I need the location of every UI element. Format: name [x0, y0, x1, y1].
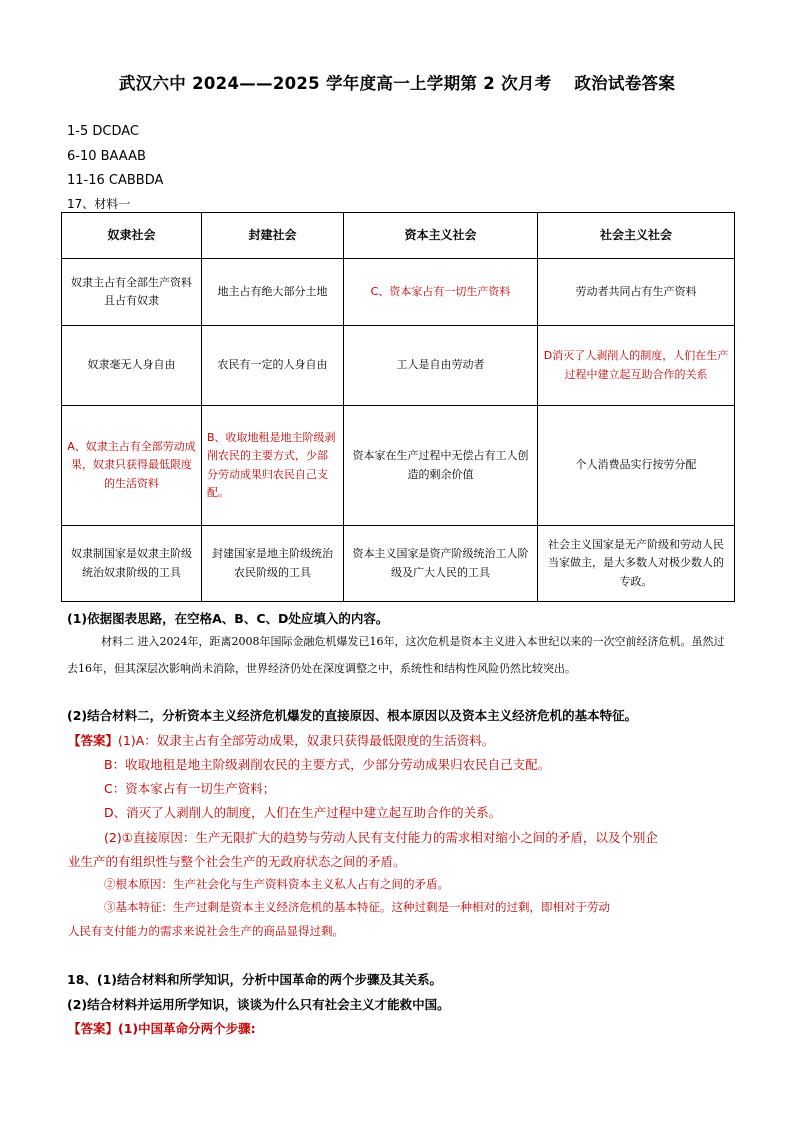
question-17-2: (2)结合材料二，分析资本主义经济危机爆发的直接原因、根本原因以及资本主义经济危机的基本特征。	[67, 708, 638, 723]
table-cell: 个人消费品实行按劳分配	[538, 406, 735, 526]
answer-17-feature-cont: 人民有支付能力的需求来说社会生产的商品显得过剩。	[68, 924, 344, 938]
answer-block-17	[68, 731, 494, 749]
society-comparison-table	[61, 212, 735, 602]
table-row	[62, 526, 735, 602]
table-cell: 奴隶主占有全部生产资料且占有奴隶	[62, 259, 202, 326]
table-cell: 奴隶制国家是奴隶主阶级统治奴隶阶级的工具	[62, 526, 202, 602]
answer-cell-a: A、奴隶主占有全部劳动成果，奴隶只获得最低限度的生活资料	[62, 406, 202, 526]
answer-tag: 【答案】	[68, 733, 119, 748]
answer-tag: 【答案】	[68, 1021, 119, 1036]
question-17-1: (1)依据图表思路，在空格A、B、C、D处应填入的内容。	[67, 611, 389, 626]
material-2: 材料二 进入2024年，距离2008年国际金融危机爆发已16年，这次危机是资本主义进入本世纪以来的一次空前经济危机。虽然过去16年，但其深层次影响尚未消除，世界经济仍处在深度调整之中，系统性和结构性风险仍然比较突出。	[67, 635, 725, 675]
table-cell: 地主占有绝大部分土地	[202, 259, 344, 326]
table-cell: 工人是自由劳动者	[344, 326, 538, 406]
table-row	[62, 259, 735, 326]
table-cell: 封建国家是地主阶级统治农民阶级的工具	[202, 526, 344, 602]
answer-block-18	[68, 1019, 256, 1037]
table-cell: 奴隶毫无人身自由	[62, 326, 202, 406]
answer-cell-c: C、资本家占有一切生产资料	[344, 259, 538, 326]
question-17-label: 17、材料一	[67, 197, 131, 211]
question-18-1: 18、(1)结合材料和所学知识，分析中国革命的两个步骤及其关系。	[67, 972, 443, 987]
page-title: 武汉六中 2024——2025 学年度高一上学期第 2 次月考 政治试卷答案	[118, 74, 676, 93]
header-cell: 奴隶社会	[62, 213, 202, 259]
table-row	[62, 326, 735, 406]
answer-17-d: D、消灭了人剥削人的制度，人们在生产过程中建立起互助合作的关系。	[104, 805, 502, 820]
header-cell: 社会主义社会	[538, 213, 735, 259]
answer-line-1: 1-5 DCDAC	[67, 124, 139, 139]
answer-line-2: 6-10 BAAAB	[67, 149, 146, 164]
answer-cell-d: D消灭了人剥削人的制度，人们在生产过程中建立起互助合作的关系	[538, 326, 735, 406]
answer-18-text: (1)中国革命分两个步骤:	[118, 1021, 256, 1036]
header-cell: 封建社会	[202, 213, 344, 259]
answer-cell-b: B、收取地租是地主阶级剥削农民的主要方式，少部分劳动成果归农民自己支配。	[202, 406, 344, 526]
table-cell: 资本主义国家是资产阶级统治工人阶级及广大人民的工具	[344, 526, 538, 602]
question-18-2: (2)结合材料并运用所学知识，谈谈为什么只有社会主义才能救中国。	[67, 997, 450, 1012]
table-cell: 社会主义国家是无产阶级和劳动人民当家做主，是大多数人对极少数人的专政。	[538, 526, 735, 602]
table-cell: 劳动者共同占有生产资料	[538, 259, 735, 326]
answer-17-b: B：收取地租是地主阶级剥削农民的主要方式，少部分劳动成果归农民自己支配。	[104, 757, 551, 772]
table-cell: 资本家在生产过程中无偿占有工人创造的剩余价值	[344, 406, 538, 526]
answer-17-root-cause: ②根本原因：生产社会化与生产资料资本主义私人占有之间的矛盾。	[104, 877, 449, 891]
answer-17-direct-cause-cont: 业生产的有组织性与整个社会生产的无政府状态之间的矛盾。	[68, 854, 406, 869]
table-header-row	[62, 213, 735, 259]
answer-17-a: (1)A：奴隶主占有全部劳动成果，奴隶只获得最低限度的生活资料。	[118, 733, 495, 748]
answer-17-direct-cause: (2)①直接原因：生产无限扩大的趋势与劳动人民有支付能力的需求相对缩小之间的矛盾，以及个别企	[104, 830, 658, 845]
table-row	[62, 406, 735, 526]
answer-line-3: 11-16 CABBDA	[67, 173, 164, 188]
header-cell: 资本主义社会	[344, 213, 538, 259]
answer-17-c: C：资本家占有一切生产资料；	[104, 781, 276, 796]
table-cell: 农民有一定的人身自由	[202, 326, 344, 406]
answer-17-feature: ③基本特征：生产过剩是资本主义经济危机的基本特征。这种过剩是一种相对的过剩，即相对于劳动	[104, 900, 610, 914]
